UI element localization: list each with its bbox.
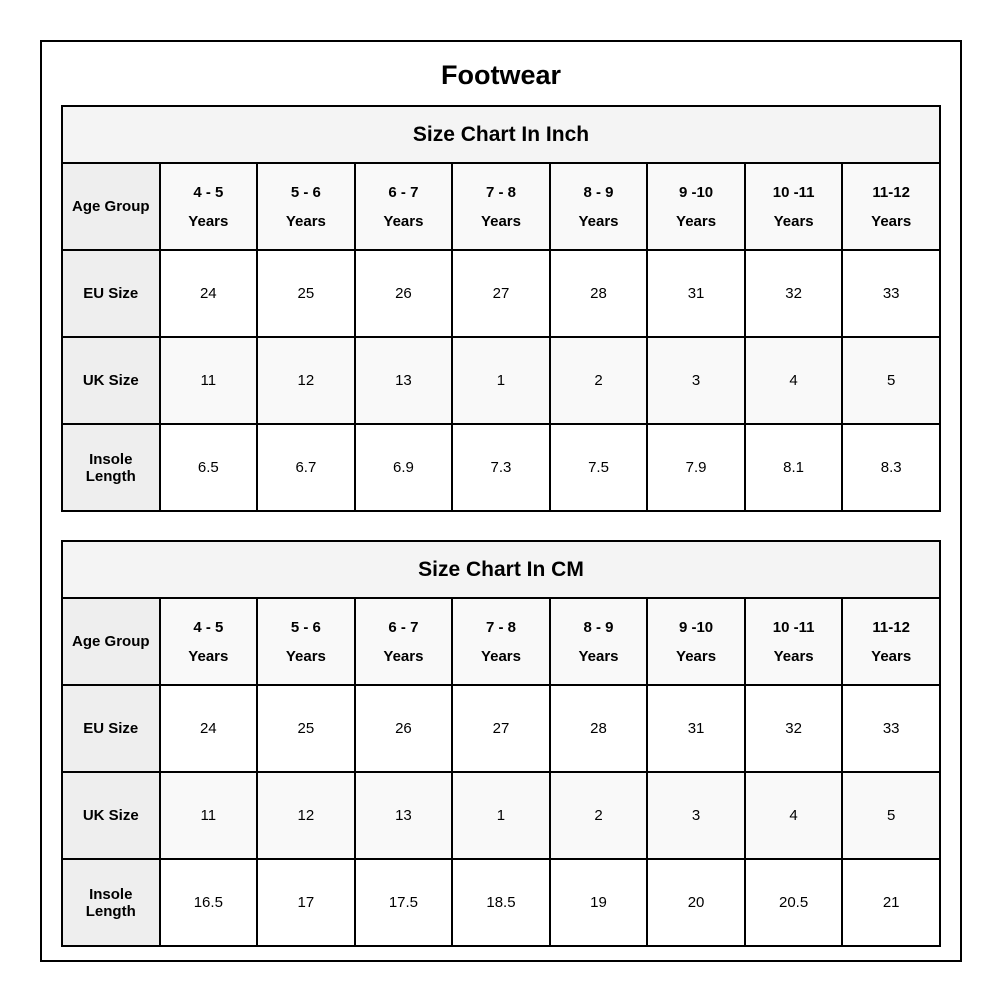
table-cell: 6.5 xyxy=(160,424,258,511)
row-label: Insole Length xyxy=(62,859,160,946)
row-label: Age Group xyxy=(62,163,160,250)
age-unit: Years xyxy=(676,647,717,665)
age-range: 10 -11 xyxy=(772,618,815,636)
age-range: 6 - 7 xyxy=(388,183,419,201)
row-label: Age Group xyxy=(62,598,160,685)
table-cell: 33 xyxy=(842,250,940,337)
table-cell: 11 xyxy=(160,772,258,859)
age-header xyxy=(745,598,843,685)
age-range: 7 - 8 xyxy=(485,183,516,201)
age-header xyxy=(452,163,550,250)
age-header xyxy=(452,598,550,685)
age-header xyxy=(550,598,648,685)
table-cell: 8.1 xyxy=(745,424,843,511)
table-cell: 32 xyxy=(745,685,843,772)
age-range: 6 - 7 xyxy=(388,618,419,636)
age-range: 8 - 9 xyxy=(583,618,614,636)
table-cell: 5 xyxy=(842,337,940,424)
table-cell: 7.5 xyxy=(550,424,648,511)
table-cell: 28 xyxy=(550,685,648,772)
table-row xyxy=(62,250,940,337)
age-header xyxy=(550,163,648,250)
size-chart-table xyxy=(61,105,941,512)
size-chart-frame xyxy=(40,40,962,962)
size-chart-table xyxy=(61,540,941,947)
age-range: 7 - 8 xyxy=(485,618,516,636)
age-header xyxy=(355,598,453,685)
age-unit: Years xyxy=(285,212,326,230)
table-cell: 25 xyxy=(257,685,355,772)
table-caption: Size Chart In Inch xyxy=(62,106,940,163)
age-header xyxy=(647,163,745,250)
table-cell: 2 xyxy=(550,337,648,424)
table-row xyxy=(62,685,940,772)
age-unit: Years xyxy=(480,647,521,665)
age-unit: Years xyxy=(383,647,424,665)
table-cell: 13 xyxy=(355,772,453,859)
page-title: Footwear xyxy=(440,60,561,90)
age-header xyxy=(842,163,940,250)
table-row xyxy=(62,424,940,511)
row-label: UK Size xyxy=(62,337,160,424)
table-cell: 4 xyxy=(745,772,843,859)
table-cell: 2 xyxy=(550,772,648,859)
table-cell: 1 xyxy=(452,337,550,424)
table-cell: 18.5 xyxy=(452,859,550,946)
table-caption: Size Chart In CM xyxy=(62,541,940,598)
age-unit: Years xyxy=(188,212,229,230)
age-unit: Years xyxy=(285,647,326,665)
table-cell: 27 xyxy=(452,250,550,337)
table-cell: 21 xyxy=(842,859,940,946)
table-cell: 7.3 xyxy=(452,424,550,511)
age-unit: Years xyxy=(773,647,814,665)
age-unit: Years xyxy=(578,647,619,665)
table-cell: 1 xyxy=(452,772,550,859)
table-cell: 8.3 xyxy=(842,424,940,511)
table-row xyxy=(62,859,940,946)
age-range: 11-12 xyxy=(872,618,910,636)
table-cell: 31 xyxy=(647,685,745,772)
table-cell: 6.7 xyxy=(257,424,355,511)
table-cell: 31 xyxy=(647,250,745,337)
age-unit: Years xyxy=(871,212,912,230)
age-unit: Years xyxy=(773,212,814,230)
row-label: Insole Length xyxy=(62,424,160,511)
table-cell: 24 xyxy=(160,685,258,772)
table-cell: 5 xyxy=(842,772,940,859)
age-range: 4 - 5 xyxy=(193,618,224,636)
age-header xyxy=(647,598,745,685)
table-cell: 12 xyxy=(257,772,355,859)
age-range: 9 -10 xyxy=(678,183,714,201)
table-row xyxy=(62,337,940,424)
table-cell: 17 xyxy=(257,859,355,946)
table-row xyxy=(62,772,940,859)
age-range: 9 -10 xyxy=(678,618,714,636)
table-cell: 11 xyxy=(160,337,258,424)
table-row-age-group xyxy=(62,163,940,250)
age-unit: Years xyxy=(383,212,424,230)
age-range: 10 -11 xyxy=(772,183,815,201)
table-cell: 6.9 xyxy=(355,424,453,511)
age-header xyxy=(160,598,258,685)
age-unit: Years xyxy=(676,212,717,230)
age-unit: Years xyxy=(188,647,229,665)
age-range: 11-12 xyxy=(872,183,910,201)
table-cell: 26 xyxy=(355,250,453,337)
row-label: EU Size xyxy=(62,685,160,772)
table-cell: 27 xyxy=(452,685,550,772)
age-range: 5 - 6 xyxy=(290,183,321,201)
age-unit: Years xyxy=(578,212,619,230)
row-label: EU Size xyxy=(62,250,160,337)
age-range: 4 - 5 xyxy=(193,183,224,201)
table-cell: 13 xyxy=(355,337,453,424)
age-header xyxy=(257,598,355,685)
table-cell: 25 xyxy=(257,250,355,337)
table-cell: 24 xyxy=(160,250,258,337)
age-header xyxy=(355,163,453,250)
age-range: 5 - 6 xyxy=(290,618,321,636)
age-unit: Years xyxy=(871,647,912,665)
table-cell: 17.5 xyxy=(355,859,453,946)
table-cell: 32 xyxy=(745,250,843,337)
table-cell: 4 xyxy=(745,337,843,424)
age-header xyxy=(842,598,940,685)
row-label: UK Size xyxy=(62,772,160,859)
table-cell: 19 xyxy=(550,859,648,946)
table-row-age-group xyxy=(62,598,940,685)
table-cell: 20 xyxy=(647,859,745,946)
table-cell: 7.9 xyxy=(647,424,745,511)
table-cell: 28 xyxy=(550,250,648,337)
table-cell: 12 xyxy=(257,337,355,424)
table-cell: 26 xyxy=(355,685,453,772)
age-header xyxy=(745,163,843,250)
age-header xyxy=(257,163,355,250)
age-header xyxy=(160,163,258,250)
age-range: 8 - 9 xyxy=(583,183,614,201)
table-cell: 16.5 xyxy=(160,859,258,946)
age-unit: Years xyxy=(480,212,521,230)
table-cell: 33 xyxy=(842,685,940,772)
table-cell: 20.5 xyxy=(745,859,843,946)
table-cell: 3 xyxy=(647,772,745,859)
table-cell: 3 xyxy=(647,337,745,424)
